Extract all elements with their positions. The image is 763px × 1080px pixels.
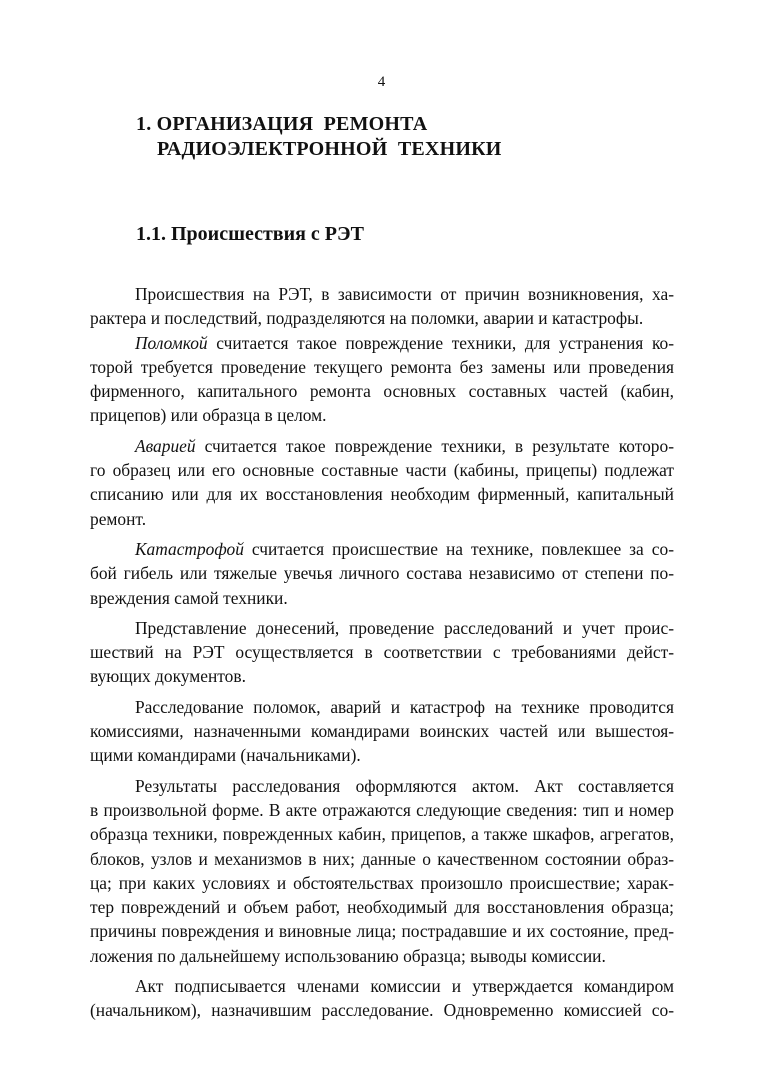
page-number: 4	[377, 74, 386, 90]
term-catastrophe: Катастрофой	[135, 538, 244, 559]
text-line: образца техники, поврежденных кабин, прицепов, а также шкафов, агрегатов,	[90, 824, 674, 845]
text-line: вреждения самой техники.	[90, 587, 288, 608]
paragraph-act-signing	[90, 974, 674, 1023]
text-line: Акт подписывается членами комиссии и утверждается командиром	[135, 976, 674, 997]
text-line	[90, 537, 674, 561]
text-line: ца; при каких условиях и обстоятельствах произошло происшествие; харак-	[90, 872, 674, 893]
paragraph-catastrophe-definition	[90, 537, 674, 610]
section-title: 1.1. Происшествия с РЭТ	[136, 223, 364, 245]
text-line: списанию или для их восстановления необходим фирменный, капитальный	[90, 484, 674, 505]
paragraph-incidents-classification	[90, 282, 674, 331]
term-accident: Аварией	[135, 435, 196, 456]
text-line: Представление донесений, проведение расследований и учет проис-	[135, 617, 674, 638]
paragraph-reporting	[90, 616, 674, 689]
text-line: бой гибель или тяжелые увечья личного состава независимо от степени по-	[90, 563, 674, 584]
body-text	[90, 282, 674, 1023]
text-line: щими командирами (начальниками).	[90, 745, 361, 766]
paragraph-breakdown-definition	[90, 331, 674, 428]
text-line: го образец или его основные составные части (кабины, прицепы) подлежат	[90, 460, 674, 481]
text-line: ремонт.	[90, 508, 147, 529]
text-fragment: считается такое повреждение техники, в результате которо-	[195, 435, 674, 456]
text-line	[90, 331, 674, 355]
text-line: ложения по дальнейшему использованию образца; выводы комиссии.	[90, 945, 606, 966]
text-line: вующих документов.	[90, 666, 246, 687]
text-line: в произвольной форме. В акте отражаются следующие сведения: тип и номер	[90, 799, 674, 820]
text-line: прицепов) или образца в целом.	[90, 405, 327, 426]
text-line: шествий на РЭТ осуществляется в соответствии с требованиями дейст-	[90, 642, 674, 663]
text-fragment: считается происшествие на технике, повлекшее за со-	[243, 538, 674, 559]
paragraph-accident-definition	[90, 434, 674, 531]
text-line: Расследование поломок, аварий и катастроф на технике проводится	[135, 696, 674, 717]
text-line: блоков, узлов и механизмов в них; данные о качественном состоянии образ-	[90, 848, 674, 869]
text-line: торой требуется проведение текущего ремонта без замены или проведения	[90, 356, 674, 377]
text-line: Результаты расследования оформляются актом. Акт составляется	[135, 775, 674, 796]
text-line: фирменного, капитального ремонта основных составных частей (кабин,	[90, 381, 674, 402]
chapter-title	[136, 112, 502, 162]
paragraph-investigation	[90, 695, 674, 768]
text-line: тер повреждений и объем работ, необходимый для восстановления образца;	[90, 897, 674, 918]
text-line: (начальником), назначившим расследование. Одновременно комиссией со-	[90, 1000, 674, 1021]
term-breakdown: Поломкой	[135, 332, 208, 353]
text-fragment: считается такое повреждение техники, для устранения ко-	[207, 332, 674, 353]
chapter-title-line-1: 1. ОРГАНИЗАЦИЯ РЕМОНТА	[136, 113, 428, 135]
text-line: причины повреждения и виновные лица; пострадавшие и их состояние, пред-	[90, 921, 674, 942]
chapter-title-line-2: РАДИОЭЛЕКТРОННОЙ ТЕХНИКИ	[157, 138, 502, 160]
paragraph-results-act	[90, 774, 674, 968]
text-line: комиссиями, назначенными командирами воинских частей или вышестоя-	[90, 721, 674, 742]
text-line: рактера и последствий, подразделяются на поломки, аварии и катастрофы.	[90, 308, 644, 329]
text-line	[90, 434, 674, 458]
text-line: Происшествия на РЭТ, в зависимости от причин возникновения, ха-	[135, 284, 674, 304]
